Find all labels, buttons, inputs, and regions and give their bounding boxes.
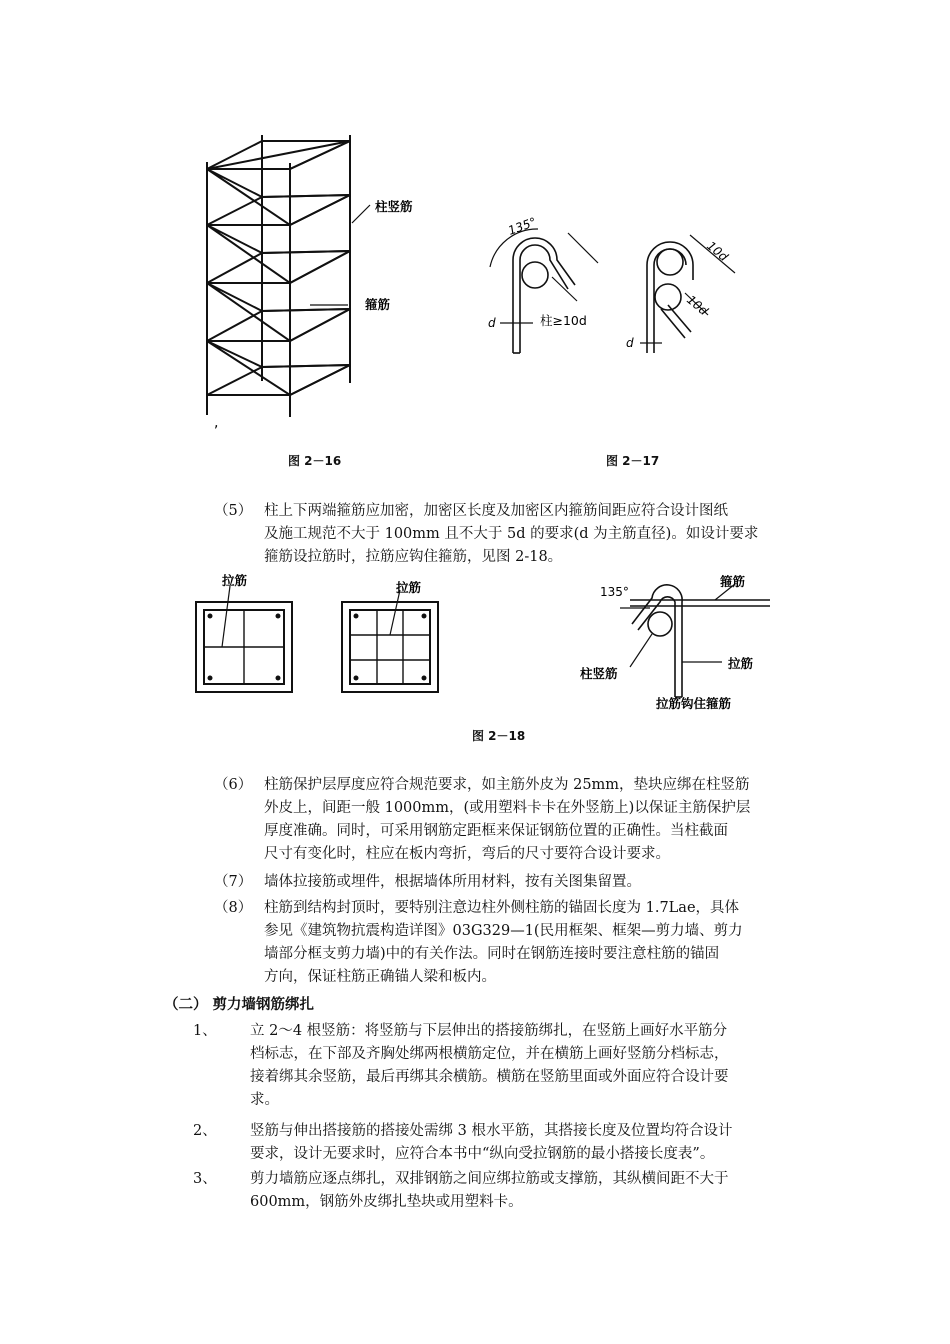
fig18-tie3: 拉筋	[728, 656, 754, 671]
step-1-text	[250, 1020, 729, 1112]
step-1-line: 立 2～4 根竖筋：将竖筋与下层伸出的搭接筋绑扎，在竖筋上画好水平筋分	[250, 1023, 728, 1039]
item-8-number: （8）	[214, 900, 253, 916]
item-6-line: 尺寸有变化时，柱应在板内弯折，弯后的尺寸要符合设计要求。	[264, 846, 670, 862]
item-7-line: 墙体拉接筋或埋件，根据墙体所用材料，按有关图集留置。	[264, 874, 641, 890]
step-2-line: 要求，设计无要求时，应符合本书中“纵向受拉钢筋的最小搭接长度表”。	[250, 1146, 715, 1162]
item-5-line: 箍筋设拉筋时，拉筋应钩住箍筋，见图 2-18。	[264, 549, 563, 565]
fig18-tie1: 拉筋	[222, 573, 248, 588]
item-7-text	[264, 871, 641, 894]
item-6-line: 厚度准确。同时，可采用钢筋定距框来保证钢筋位置的正确性。当柱截面	[264, 823, 728, 839]
fig16-mark: ,	[214, 415, 219, 431]
step-1-line: 档标志，在下部及齐胸处绑两根横筋定位，并在横筋上画好竖筋分档标志，	[250, 1046, 729, 1062]
step-1-number: 1、	[193, 1023, 217, 1039]
step-2-line: 竖筋与伸出搭接筋的搭接处需绑 3 根水平筋，其搭接长度及位置均符合设计	[250, 1123, 733, 1139]
fig18-tie2: 拉筋	[396, 580, 422, 595]
item-8-line: 墙部分框支剪力墙)中的有关作法。同时在钢筋连接时要注意柱筋的锚固	[264, 946, 720, 962]
item-6-line: 柱筋保护层厚度应符合规范要求，如主筋外皮为 25mm，垫块应绑在柱竖筋	[264, 777, 750, 793]
fig17-col: 柱≥10d	[540, 313, 587, 328]
figure-2-17	[480, 205, 750, 375]
fig17-10d-top: 10d	[704, 238, 731, 265]
fig18-title: 图 2－18	[472, 729, 526, 743]
item-8-line: 方向，保证柱筋正确锚人梁和板内。	[264, 969, 496, 985]
item-8-line: 柱筋到结构封顶时，要特别注意边柱外侧柱筋的锚固长度为 1.7Lae，具体	[264, 900, 740, 916]
item-6-line: 外皮上，间距一般 1000mm，(或用塑料卡卡在外竖筋上)以保证主筋保护层	[264, 800, 751, 816]
item-6-text	[264, 774, 750, 866]
fig16-label-stirrup: 箍筋	[365, 297, 391, 312]
step-2-number: 2、	[193, 1123, 217, 1139]
step-2-text	[250, 1120, 732, 1166]
fig18-stirrup: 箍筋	[720, 574, 746, 589]
section-heading: （二） 剪力墙钢筋绑扎	[164, 997, 315, 1013]
fig17-d-left: d	[488, 316, 496, 330]
item-8-line: 参见《建筑物抗震构造详图》03G329—1(民用框架、框架—剪力墙、剪力	[264, 923, 743, 939]
fig17-10d-bottom: 10d	[684, 292, 711, 319]
fig18-caption: 拉筋钩住箍筋	[656, 696, 732, 711]
fig18-angle: 135°	[600, 585, 629, 599]
fig16-title: 图 2－16	[288, 454, 342, 468]
step-1-line: 接着绑其余竖筋，最后再绑其余横筋。横筋在竖筋里面或外面应符合设计要	[250, 1069, 729, 1085]
fig16-label-vertical: 柱竖筋	[375, 199, 413, 214]
fig17-title: 图 2－17	[606, 454, 660, 468]
step-3-number: 3、	[193, 1171, 217, 1187]
fig18-vertical: 柱竖筋	[580, 666, 618, 681]
step-3-line: 600mm，钢筋外皮绑扎垫块或用塑料卡。	[250, 1194, 523, 1210]
fig17-d-right: d	[626, 336, 634, 350]
fig17-angle: 135°	[506, 214, 539, 238]
item-5-line: 及施工规范不大于 100mm 且不大于 5d 的要求(d 为主筋直径)。如设计要求	[264, 526, 759, 542]
step-3-line: 剪力墙筋应逐点绑扎，双排钢筋之间应绑拉筋或支撑筋，其纵横间距不大于	[250, 1171, 729, 1187]
item-5-text	[264, 500, 758, 569]
item-5-line: 柱上下两端箍筋应加密，加密区长度及加密区内箍筋间距应符合设计图纸	[264, 503, 728, 519]
step-3-text	[250, 1168, 729, 1214]
item-5-number: （5）	[214, 503, 253, 519]
step-1-line: 求。	[250, 1092, 279, 1108]
figure-2-18	[190, 572, 790, 712]
figure-2-16	[190, 125, 430, 475]
item-8-text	[264, 897, 743, 989]
item-6-number: （6）	[214, 777, 253, 793]
item-7-number: （7）	[214, 874, 253, 890]
